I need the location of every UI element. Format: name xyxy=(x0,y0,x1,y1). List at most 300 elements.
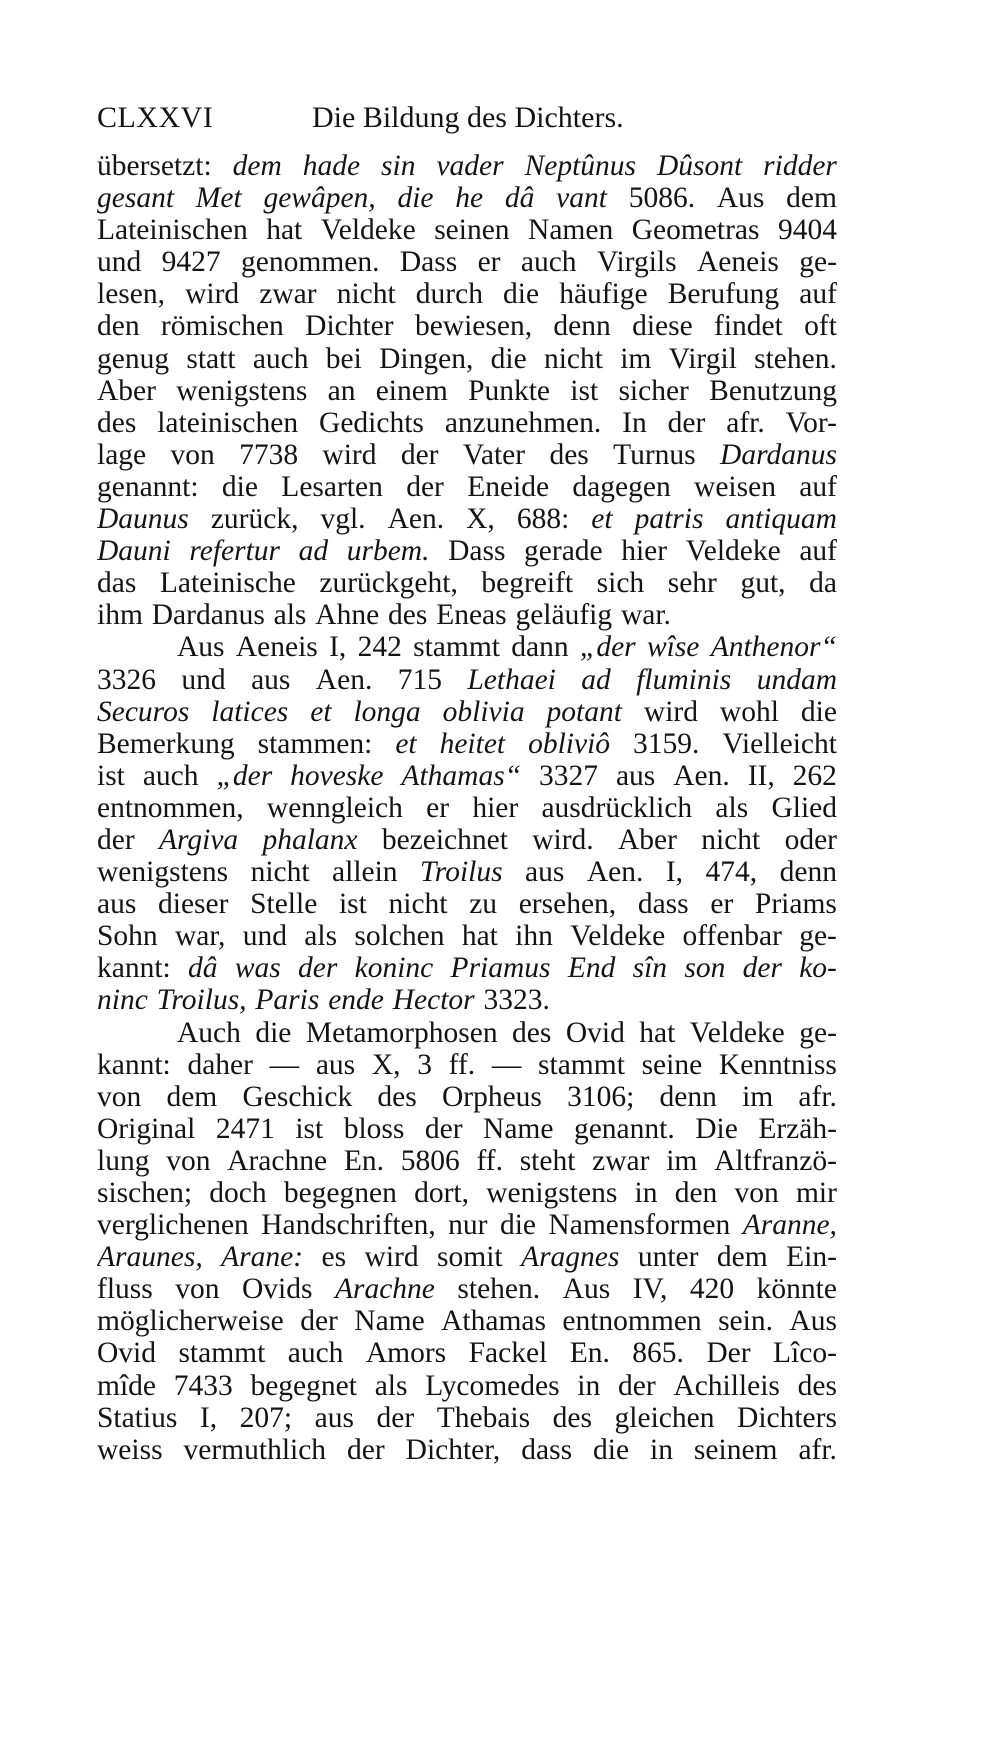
word: Metamorphosen xyxy=(305,1016,498,1049)
word: bei xyxy=(325,342,362,375)
word: gerade xyxy=(524,535,603,568)
word: 9427 xyxy=(161,246,221,279)
word: Eneas xyxy=(436,599,507,632)
text-line xyxy=(97,1402,837,1434)
text-line xyxy=(97,343,837,375)
word: 9404 xyxy=(777,214,837,247)
italic-word: Argiva xyxy=(158,823,239,856)
italic-word: latices xyxy=(211,695,289,728)
word: die xyxy=(499,1209,536,1242)
italic-word: Arane: xyxy=(221,1241,304,1274)
word: Name xyxy=(483,1112,554,1145)
word: somit xyxy=(437,1241,503,1274)
word: könnte xyxy=(756,1273,837,1306)
word: sehr xyxy=(667,567,717,600)
italic-word: patris xyxy=(634,503,704,536)
italic-word: refertur xyxy=(189,535,281,568)
italic-word: dâ xyxy=(188,952,218,985)
word: Vielleicht xyxy=(722,727,837,760)
italic-word: longa xyxy=(353,695,421,728)
word: zurück, xyxy=(210,503,299,536)
italic-word: obliviô xyxy=(528,727,611,760)
italic-word: sin xyxy=(381,150,416,182)
text-line xyxy=(97,664,837,696)
word: ist xyxy=(295,1112,324,1145)
page-header xyxy=(97,98,837,138)
italic-word: Dardanus xyxy=(720,438,837,471)
italic-word: phalanx xyxy=(262,823,358,856)
word: sicher xyxy=(618,374,689,407)
word: afr. xyxy=(726,406,765,439)
text-line xyxy=(97,696,837,728)
word: Aen. xyxy=(586,856,644,889)
word: begegnen xyxy=(283,1177,397,1209)
word: I, xyxy=(665,856,684,889)
italic-word: ad xyxy=(298,535,329,568)
italic-word: Hector xyxy=(392,984,475,1017)
word: stehen. xyxy=(457,1273,541,1306)
text-line xyxy=(97,1081,837,1113)
word: ist xyxy=(338,888,367,921)
word: entnommen xyxy=(562,1305,702,1338)
word: En. xyxy=(569,1337,610,1370)
word: Veldeke xyxy=(570,920,666,953)
word: II, xyxy=(747,759,775,792)
word: Bemerkung xyxy=(97,727,235,760)
word: Dichter xyxy=(305,310,394,343)
word: die xyxy=(490,342,527,375)
word: Lîco- xyxy=(773,1337,837,1370)
italic-word: Neptûnus xyxy=(524,150,637,182)
word: dass xyxy=(637,888,689,921)
word: Veldeke xyxy=(689,1016,785,1049)
italic-word: undam xyxy=(756,663,837,696)
word: die xyxy=(221,470,258,503)
word: stammt xyxy=(178,1337,266,1370)
word: Dass xyxy=(399,246,458,279)
word: aus xyxy=(251,663,291,696)
word: ersehen, xyxy=(518,888,617,921)
word: von xyxy=(175,1273,220,1306)
word: Lycomedes xyxy=(425,1369,560,1402)
word: seine xyxy=(641,1048,703,1081)
word: er xyxy=(477,246,501,279)
word: wenngleich xyxy=(266,791,403,824)
word: vermuthlich xyxy=(183,1433,327,1466)
word: seinen xyxy=(434,214,510,247)
word: in xyxy=(577,1369,601,1402)
word: der xyxy=(406,470,444,503)
italic-word: Lethaei xyxy=(467,663,556,696)
word: Handschriften, xyxy=(261,1209,436,1242)
word: Ein- xyxy=(786,1241,837,1274)
word: bezeichnet xyxy=(381,823,508,856)
word: Aen. xyxy=(315,663,373,696)
word: des xyxy=(97,406,137,439)
word: hat xyxy=(461,920,498,953)
word: 3 xyxy=(417,1048,432,1081)
word: X, xyxy=(371,1048,401,1081)
word: nur xyxy=(448,1209,488,1242)
italic-word: ad xyxy=(581,663,611,696)
word: Lateinische xyxy=(159,567,296,600)
word: genommen. xyxy=(241,246,380,279)
word: dagegen xyxy=(572,470,671,503)
word: Die xyxy=(695,1112,738,1145)
word: zu xyxy=(469,888,498,921)
word: Aus xyxy=(716,182,765,215)
text-line xyxy=(97,407,837,439)
word: Glied xyxy=(771,791,837,824)
word: statt xyxy=(186,342,236,375)
word: diese xyxy=(632,310,693,343)
word: möglicherweise xyxy=(97,1305,284,1338)
text-line xyxy=(97,888,837,920)
word: Namensformen xyxy=(548,1209,731,1242)
word: denn xyxy=(659,1080,717,1113)
word: Ovid xyxy=(97,1337,156,1370)
word: 2471 xyxy=(215,1112,275,1145)
word: In xyxy=(622,406,647,439)
word: denn xyxy=(779,856,837,889)
word: zurückgeht, xyxy=(319,567,458,600)
italic-word: et xyxy=(395,727,417,760)
italic-word: Paris xyxy=(255,984,320,1017)
italic-word: et xyxy=(310,695,332,728)
word: kannt: xyxy=(97,1048,171,1081)
word: ge- xyxy=(799,246,837,279)
italic-word: wîse xyxy=(646,631,700,664)
word: geläufig xyxy=(515,599,613,632)
word: der xyxy=(97,823,135,856)
word: denn xyxy=(553,310,611,343)
italic-word: Met xyxy=(195,182,242,215)
text-line xyxy=(97,824,837,856)
word: die xyxy=(255,1016,292,1049)
italic-word: sîn xyxy=(632,952,668,985)
italic-word: et xyxy=(591,503,613,536)
word: entnommen, xyxy=(97,791,244,824)
word: Lateinischen xyxy=(97,214,248,247)
word: dort, xyxy=(414,1177,469,1209)
word: Fackel xyxy=(468,1337,548,1370)
word: der xyxy=(376,1401,415,1434)
word: Berufung xyxy=(667,278,780,311)
word: des xyxy=(552,1401,592,1434)
text-line xyxy=(97,1305,837,1337)
word: und xyxy=(242,920,287,953)
word: da xyxy=(809,567,837,600)
word: stammt xyxy=(413,631,500,664)
word: X, xyxy=(466,503,495,536)
word: auf xyxy=(799,278,837,311)
word: genug xyxy=(97,342,170,375)
word: dann xyxy=(511,631,569,664)
word: anzunehmen. xyxy=(444,406,602,439)
word: war, xyxy=(174,920,226,953)
word: zwar xyxy=(259,278,317,311)
word: Punkte xyxy=(468,374,551,407)
word: ihn xyxy=(515,920,553,953)
word: von xyxy=(97,1080,142,1113)
italic-word: vant xyxy=(556,182,607,215)
word: Auch xyxy=(177,1016,241,1049)
word: des xyxy=(377,1080,417,1113)
italic-word: der xyxy=(742,952,782,985)
word: I, xyxy=(199,1401,218,1434)
word: allein xyxy=(332,856,398,889)
word: 5086. xyxy=(628,182,696,215)
word: Geometras xyxy=(631,214,760,247)
text-line xyxy=(97,1049,837,1081)
text-line xyxy=(97,246,837,278)
word: Virgils xyxy=(596,246,677,279)
word: wird xyxy=(185,278,240,311)
word: hier xyxy=(472,791,519,824)
word: 474, xyxy=(705,856,758,889)
word: Aeneis xyxy=(235,631,318,664)
word: Achilleis xyxy=(673,1369,780,1402)
word: seinem xyxy=(693,1433,778,1466)
word: aus xyxy=(525,856,565,889)
italic-word: heitet xyxy=(439,727,506,760)
word: Arachne xyxy=(227,1144,328,1177)
text-line xyxy=(97,1273,837,1305)
word: nicht xyxy=(701,823,761,856)
word: nicht xyxy=(250,856,310,889)
word: wenigstens xyxy=(176,374,308,407)
word: Veldeke xyxy=(685,535,781,568)
italic-word: dem xyxy=(232,150,282,182)
italic-word: der xyxy=(298,952,338,985)
word: gut, xyxy=(740,567,786,600)
word: ist xyxy=(570,374,599,407)
word: 3326 xyxy=(97,663,156,696)
word: 3327 xyxy=(539,759,599,792)
word: 7433 xyxy=(173,1369,233,1402)
word: Athamas xyxy=(441,1305,546,1338)
word: Dass xyxy=(448,535,506,568)
word: Dichters xyxy=(737,1401,837,1434)
word: Gedichts xyxy=(319,406,424,439)
text-line xyxy=(97,1145,837,1177)
word: hat xyxy=(266,214,303,247)
word: den xyxy=(674,1177,718,1209)
italic-word: Daunus xyxy=(97,503,189,536)
italic-word: was xyxy=(234,952,281,985)
word: ist xyxy=(97,759,125,792)
text-line xyxy=(97,952,837,984)
word: Dardanus xyxy=(151,599,265,632)
word: Geschick xyxy=(242,1080,353,1113)
text-line xyxy=(97,182,837,214)
word: auf xyxy=(799,535,837,568)
word: I, xyxy=(329,631,347,664)
word: mîde xyxy=(97,1369,156,1402)
word: Ahne xyxy=(315,599,380,632)
text-line xyxy=(97,792,837,824)
text-line xyxy=(97,1209,837,1241)
word: lateinischen xyxy=(157,406,299,439)
text-line xyxy=(97,503,837,535)
page-number: CLXXVI xyxy=(97,101,214,134)
word: gleichen xyxy=(614,1401,715,1434)
word: das xyxy=(97,567,137,600)
italic-word: koninc xyxy=(354,952,434,985)
text-line xyxy=(97,1017,837,1049)
word: nicht xyxy=(388,888,448,921)
word: Erzäh- xyxy=(758,1112,837,1145)
word: wenigstens xyxy=(486,1177,618,1209)
word: Amors xyxy=(365,1337,447,1370)
word: solchen xyxy=(354,920,445,953)
word: ge- xyxy=(799,1016,837,1049)
word: auf xyxy=(799,470,837,503)
word: Name xyxy=(354,1305,425,1338)
italic-word: hoveske xyxy=(290,759,384,792)
word: Aber xyxy=(97,374,156,407)
text-line xyxy=(97,1370,837,1402)
word: wohl xyxy=(719,695,779,728)
word: die xyxy=(800,695,837,728)
word: er xyxy=(426,791,450,824)
word: wird xyxy=(364,1241,419,1274)
word: Aen. xyxy=(387,503,445,536)
word: von xyxy=(170,438,215,471)
word: 865. xyxy=(632,1337,684,1370)
word: Thebais xyxy=(436,1401,531,1434)
word: Benutzung xyxy=(709,374,837,407)
word: ausdrücklich xyxy=(541,791,693,824)
word: lage xyxy=(97,438,147,471)
text-line xyxy=(97,728,837,760)
word: 262 xyxy=(792,759,837,792)
word: Aus xyxy=(562,1273,611,1306)
word: übersetzt: xyxy=(97,150,212,182)
word: Lesarten xyxy=(281,470,383,503)
word: Altfranzö- xyxy=(714,1144,837,1177)
word: auch xyxy=(520,246,577,279)
italic-word: oblivia xyxy=(442,695,525,728)
word: Stelle xyxy=(250,888,318,921)
word: Statius xyxy=(97,1401,178,1434)
word: aus xyxy=(97,888,137,921)
word: als xyxy=(304,920,338,953)
word: mir xyxy=(795,1177,837,1209)
word: es xyxy=(321,1241,347,1274)
word: einem xyxy=(375,374,448,407)
word: oder xyxy=(784,823,837,856)
text-line xyxy=(97,535,837,567)
word: Vater xyxy=(462,438,526,471)
text-line xyxy=(97,214,837,246)
word: verglichenen xyxy=(97,1209,249,1242)
word: ff. xyxy=(448,1048,476,1081)
italic-word: Anthenor“ xyxy=(710,631,837,664)
text-line xyxy=(97,310,837,342)
text-line xyxy=(97,920,837,952)
word: in xyxy=(650,1433,673,1466)
italic-word: Aranne, xyxy=(742,1209,837,1242)
running-title: Die Bildung des Dichters. xyxy=(312,101,624,134)
word: nicht xyxy=(543,342,603,375)
word: Eneide xyxy=(467,470,550,503)
text-line xyxy=(97,375,837,407)
word: als xyxy=(374,1369,408,1402)
word: 688: xyxy=(516,503,570,536)
word: römischen xyxy=(160,310,284,343)
word: sischen; xyxy=(97,1177,193,1209)
word: oft xyxy=(804,310,837,343)
word: der xyxy=(667,406,706,439)
word: Ovids xyxy=(241,1273,313,1306)
word: dieser xyxy=(158,888,229,921)
word: aus xyxy=(314,1401,354,1434)
italic-word: Securos xyxy=(97,695,190,728)
text-line xyxy=(97,631,837,663)
word: 242 xyxy=(357,631,402,664)
body-text xyxy=(97,150,837,1466)
word: lesen, xyxy=(97,278,165,311)
word: Der xyxy=(706,1337,751,1370)
word: der xyxy=(300,1305,338,1338)
word: und xyxy=(181,663,226,696)
word: Vor- xyxy=(785,406,837,439)
italic-word: Troilus xyxy=(420,856,503,889)
italic-word: Araunes, xyxy=(97,1241,203,1274)
italic-word: End xyxy=(567,952,616,985)
italic-word: urbem. xyxy=(346,535,430,568)
word: und xyxy=(97,246,142,279)
word: im xyxy=(742,1080,774,1113)
italic-word: Athamas“ xyxy=(401,759,522,792)
italic-word: „der xyxy=(216,759,273,792)
text-line xyxy=(97,278,837,310)
word: des xyxy=(549,438,589,471)
word: im xyxy=(620,342,652,375)
word: von xyxy=(734,1177,779,1209)
word: Aber xyxy=(617,823,677,856)
word: bewiesen, xyxy=(414,310,533,343)
word: vgl. xyxy=(320,503,366,536)
word: nicht xyxy=(336,278,396,311)
italic-word: Troilus, xyxy=(156,984,247,1017)
word: der xyxy=(617,1369,656,1402)
word: Sohn xyxy=(97,920,158,953)
italic-word: son xyxy=(684,952,726,985)
italic-word: Dauni xyxy=(97,535,171,568)
italic-word: ridder xyxy=(763,150,837,182)
word: 3106; xyxy=(567,1080,635,1113)
word: weisen xyxy=(694,470,776,503)
word: den xyxy=(97,310,140,343)
word: 420 xyxy=(689,1273,735,1306)
word: fluss xyxy=(97,1273,153,1306)
word: von xyxy=(166,1144,211,1177)
text-line xyxy=(97,150,837,182)
word: Veldeke xyxy=(320,214,416,247)
word: lung xyxy=(97,1144,150,1177)
italic-word: gewâpen, xyxy=(263,182,376,215)
word: findet xyxy=(714,310,783,343)
word: genannt. xyxy=(573,1112,675,1145)
italic-word: „der xyxy=(579,631,636,664)
word: weiss xyxy=(97,1433,163,1466)
italic-word: fluminis xyxy=(636,663,732,696)
word: ihm xyxy=(97,599,143,632)
word: — xyxy=(491,1048,522,1081)
word: wird xyxy=(643,695,698,728)
